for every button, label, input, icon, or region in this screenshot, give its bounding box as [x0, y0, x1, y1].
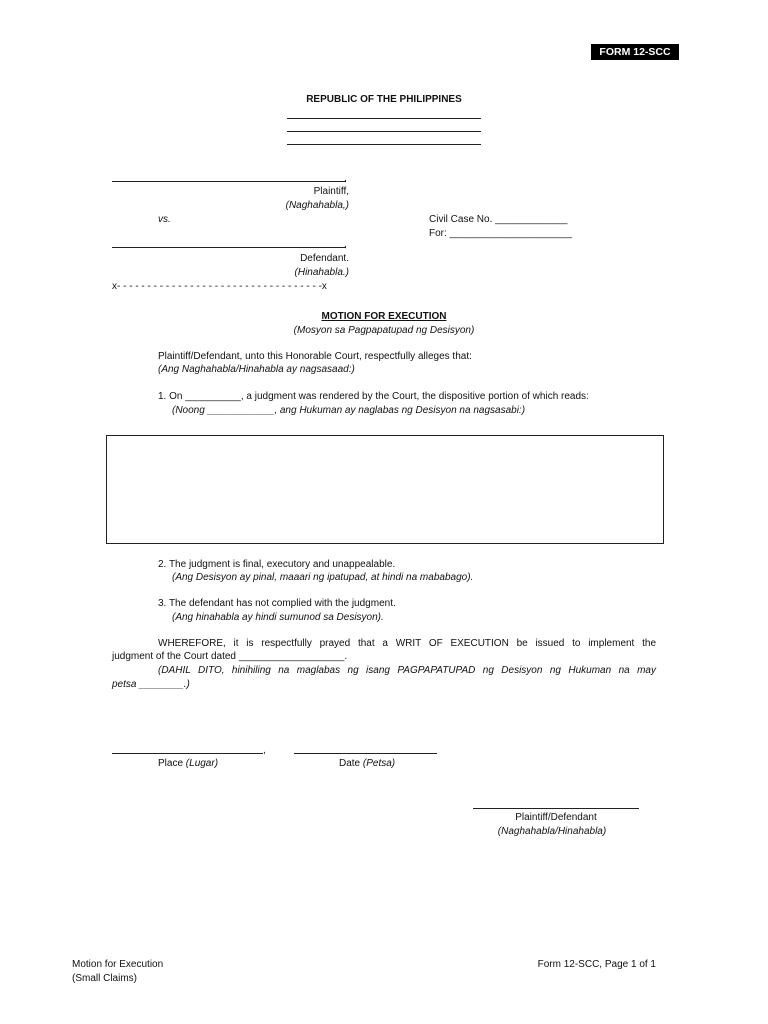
date-line	[294, 753, 437, 754]
court-blank-line-2	[287, 131, 481, 132]
allegation-2: 2. The judgment is final, executory and unappealable.	[158, 559, 396, 570]
footer-form-subtitle: (Small Claims)	[72, 973, 137, 984]
defendant-name-line	[112, 247, 346, 248]
versus-label: vs.	[158, 214, 171, 225]
motion-title-tagalog: (Mosyon sa Pagpapatupad ng Desisyon)	[293, 325, 475, 336]
signer-label-tagalog: (Naghahabla/Hinahabla)	[497, 826, 607, 837]
footer-form-title: Motion for Execution	[72, 959, 164, 970]
court-blank-line-1	[287, 118, 481, 119]
civil-case-number: Civil Case No. _____________	[429, 214, 568, 225]
intro-statement-tagalog: (Ang Naghahabla/Hinahabla ay nagsasaad:)	[158, 364, 355, 375]
defendant-label: Defendant.	[300, 253, 349, 264]
allegation-1-tagalog: (Noong ____________, ang Hukuman ay naglabas ng Desisyon na nagsasabi:)	[172, 405, 526, 416]
place-label-tagalog: (Lugar)	[185, 758, 219, 769]
allegation-3: 3. The defendant has not complied with the judgment.	[158, 598, 396, 609]
prayer-tagalog-line-1: (DAHIL DITO, hinihiling na maglabas ng isang PAGPAPATUPAD ng Desisyon ng Hukuman na may	[158, 665, 656, 676]
prayer-line-2: judgment of the Court dated ___________________.	[112, 651, 348, 662]
plaintiff-label-tagalog: (Naghahabla,)	[285, 200, 349, 211]
plaintiff-line-comma: ,	[344, 173, 347, 184]
date-label	[339, 757, 395, 770]
prayer-line-1: WHEREFORE, it is respectfully prayed that a WRIT OF EXECUTION be issued to implement the	[158, 638, 656, 649]
caption-separator: x- - - - - - - - - - - - - - - - - - - - - - - - - - - - - - - - - -x	[112, 281, 327, 292]
plaintiff-name-line	[112, 181, 346, 182]
allegation-1: 1. On __________, a judgment was rendered by the Court, the dispositive portion of which reads:	[158, 391, 589, 402]
form-number-badge: FORM 12-SCC	[591, 44, 679, 60]
plaintiff-label: Plaintiff,	[313, 186, 349, 197]
allegation-3-tagalog: (Ang hinahabla ay hindi sumunod sa Desisyon).	[172, 612, 384, 623]
republic-heading: REPUBLIC OF THE PHILIPPINES	[306, 94, 462, 105]
place-label-en: Place	[158, 758, 184, 769]
date-label-en: Date	[339, 758, 361, 769]
defendant-label-tagalog: (Hinahabla.)	[294, 267, 349, 278]
dispositive-portion-box[interactable]	[106, 435, 664, 544]
court-blank-line-3	[287, 144, 481, 145]
footer-page-number: Form 12-SCC, Page 1 of 1	[537, 959, 656, 970]
case-for-line: For: ______________________	[429, 228, 572, 239]
prayer-tagalog-line-2: petsa ________.)	[112, 679, 190, 690]
intro-statement: Plaintiff/Defendant, unto this Honorable Court, respectfully alleges that:	[158, 351, 472, 362]
place-label	[158, 757, 218, 770]
signer-label: Plaintiff/Defendant	[515, 812, 597, 823]
place-line-comma: ,	[263, 745, 266, 756]
place-line	[112, 753, 263, 754]
date-label-tagalog: (Petsa)	[362, 758, 396, 769]
signature-line	[473, 808, 639, 809]
allegation-2-tagalog: (Ang Desisyon ay pinal, maaari ng ipatupad, at hindi na mababago).	[172, 572, 474, 583]
motion-title: MOTION FOR EXECUTION	[321, 311, 447, 322]
defendant-line-comma: ,	[344, 239, 347, 250]
